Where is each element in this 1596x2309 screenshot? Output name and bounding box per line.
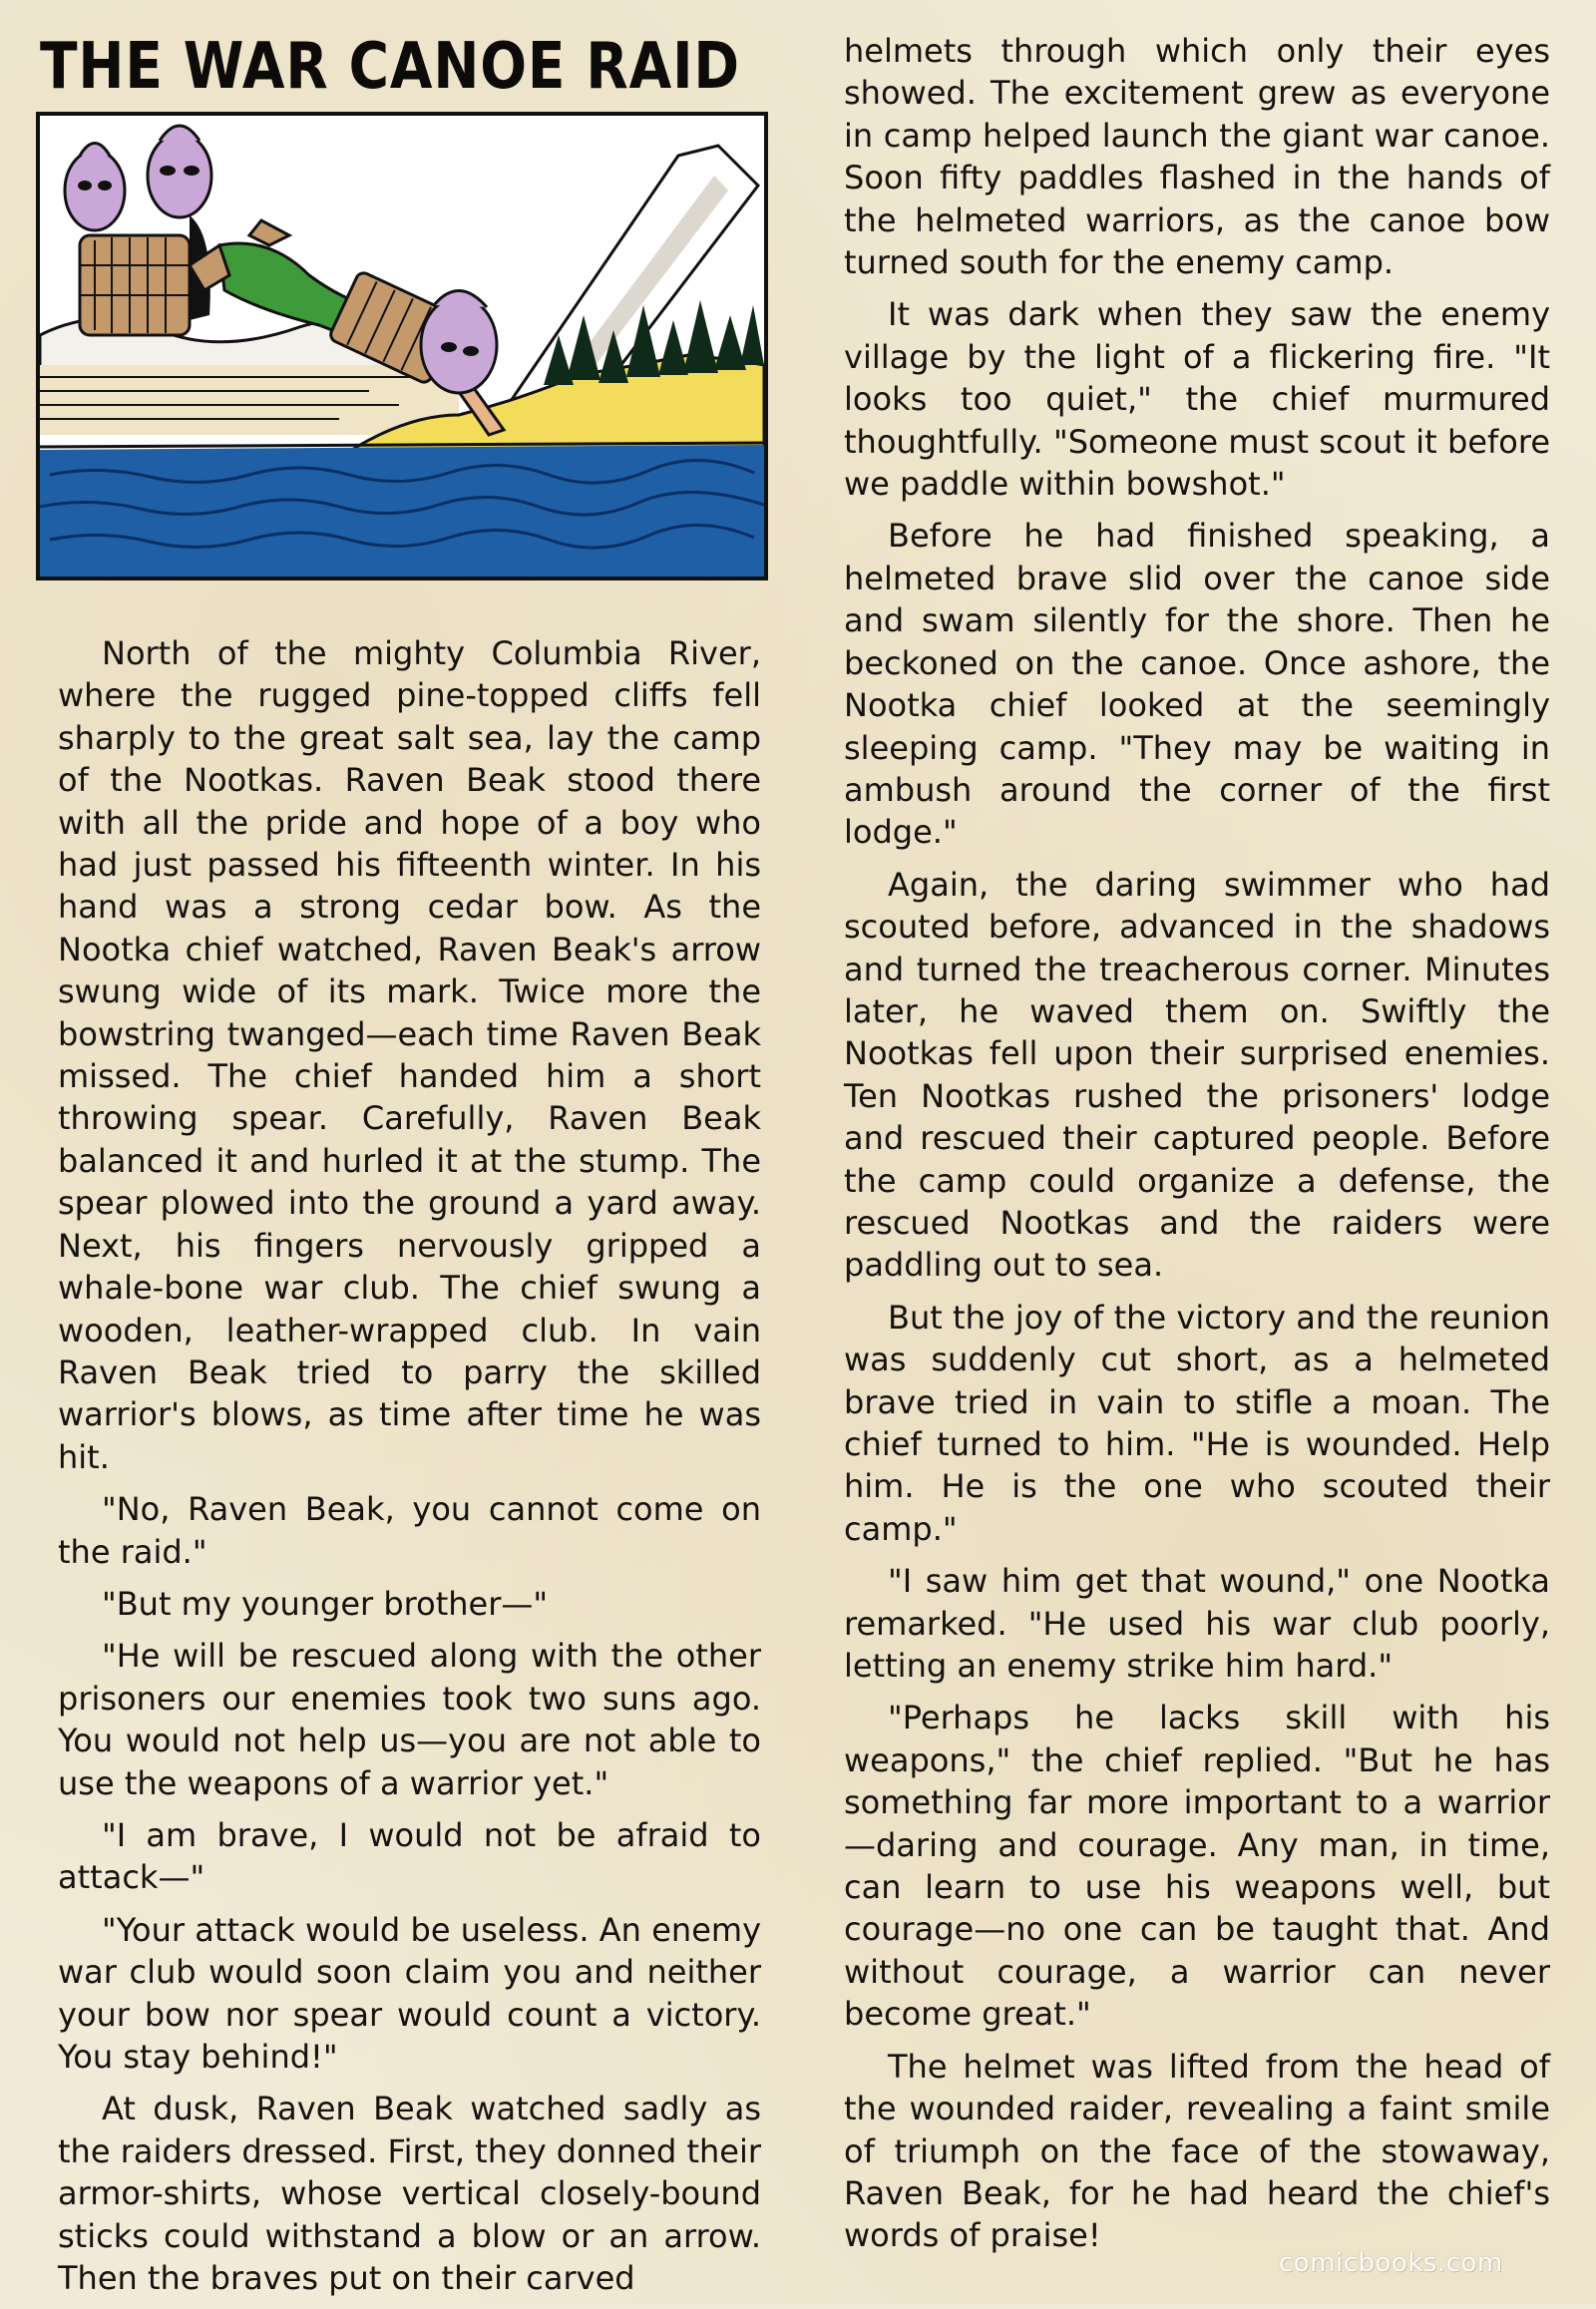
paragraph: "He will be rescued along with the other prisoners our enemies took two suns ago. You would not help us—you are not able to use the weapons of a warrior yet." — [58, 1637, 761, 1802]
paragraph: At dusk, Raven Beak watched sadly as the raiders dressed. First, they donned their armor-shirts, whose vertical closely-bound sticks could withstand a blow or an arrow. Then the braves put on their carved — [58, 2090, 761, 2298]
left-text-column — [58, 632, 761, 2309]
right-text-column — [844, 30, 1550, 2267]
paragraph: "Your attack would be useless. An enemy war club would soon claim you and neither your bow nor spear would count a victory. You stay behind!" — [58, 1910, 761, 2076]
paragraph: "I saw him get that wound," one Nootka remarked. "He used his war club poorly, letting an enemy strike him hard." — [844, 1562, 1550, 1686]
paragraph: But the joy of the victory and the reunion was suddenly cut short, as a helmeted brave tried in vain to stifle a moan. The chief turned to him. "He is wounded. Help him. He is the one who scouted their camp." — [844, 1298, 1550, 1548]
paragraph: Again, the daring swimmer who had scouted before, advanced in the shadows and turned the treacherous corner. Minutes later, he waved them on. Swiftly the Nootkas fell upon their surprised enemies. Ten Nootkas rushed the prisoners' lodge and rescued their captured people. Before the camp could organize a defense, the rescued Nootkas and the raiders were paddling out to sea. — [844, 865, 1550, 1285]
paragraph: "No, Raven Beak, you cannot come on the raid." — [58, 1490, 761, 1571]
paragraph: The helmet was lifted from the head of the wounded raider, revealing a faint smile of triumph on the face of the stowaway, Raven Beak, for he had heard the chief's words of praise! — [844, 2047, 1550, 2255]
watermark: comicbooks.com — [1279, 2248, 1503, 2278]
paragraph: "I am brave, I would not be afraid to attack—" — [58, 1815, 761, 1897]
paragraph: It was dark when they saw the enemy village by the light of a flickering fire. "It looks too quiet," the chief murmured thoughtfully. "Someone must scout it before we paddle within bowshot." — [844, 295, 1550, 504]
paragraph: "Perhaps he lacks skill with his weapons," the chief replied. "But he has something far more important to a warrior—daring and courage. Any man, in time, can learn to use his weapons well, but courage—no one can be taught that. And without courage, a warrior can never become great." — [844, 1699, 1550, 2034]
paragraph: North of the mighty Columbia River, where the rugged pine-topped cliffs fell sharply to the great salt sea, lay the camp of the Nootkas. Raven Beak stood there with all the pride and hope of a boy who had just passed his fifteenth winter. In his hand was a strong cedar bow. As the Nootka chief watched, Raven Beak's arrow swung wide of its mark. Twice more the bowstring twanged—each time Raven Beak missed. The chief handed him a short throwing spear. Carefully, Raven Beak balanced it and hurled it at the stump. The spear plowed into the ground a yard away. Next, his fingers nervously gripped a whale-bone war club. The chief swung a wooden, leather-wrapped club. In vain Raven Beak tried to parry the skilled warrior's blows, as time after time he was hit. — [58, 634, 761, 1476]
paragraph-continued: helmets through which only their eyes showed. The excitement grew as everyone in camp helped launch the giant war canoe. Soon fifty paddles flashed in the hands of the helmeted warriors, as the canoe bow turned south for the enemy camp. — [844, 32, 1550, 282]
paragraph: "But my younger brother—" — [102, 1584, 549, 1623]
story-illustration — [36, 112, 768, 580]
story-title: THE WAR CANOE RAID — [40, 30, 740, 104]
paragraph: Before he had finished speaking, a helmeted brave slid over the canoe side and swam silently for the shore. Then he beckoned on the canoe. Once ashore, the Nootka chief looked at the seemingly sleeping camp. "They may be waiting in ambush around the corner of the first lodge." — [844, 517, 1550, 852]
